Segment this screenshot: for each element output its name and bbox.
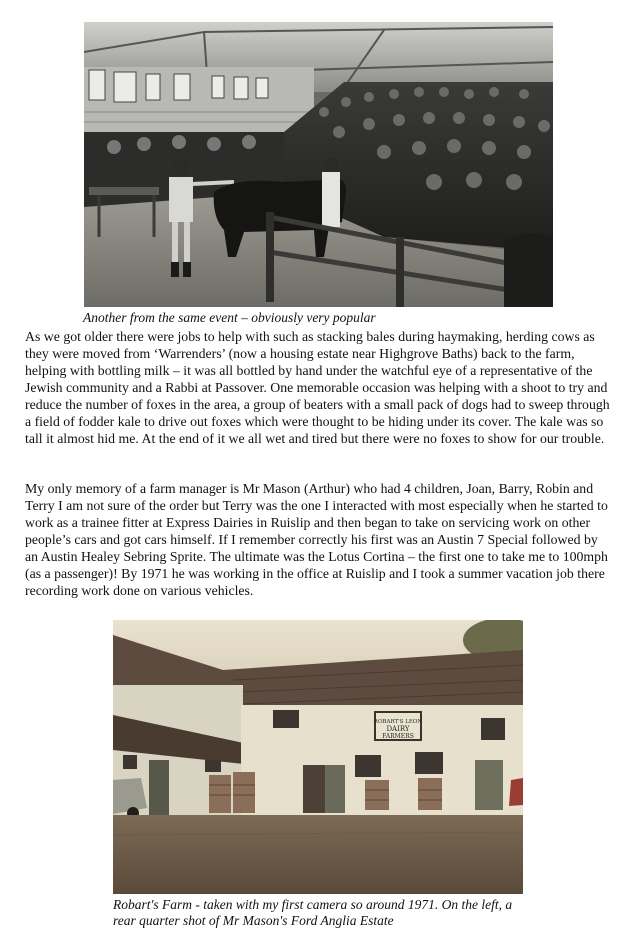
svg-text:ROBART'S LEON: ROBART'S LEON bbox=[373, 719, 423, 725]
farm-buildings-photo bbox=[113, 620, 523, 894]
cattle-auction-photo bbox=[84, 22, 553, 307]
photo-cattle-auction-icon bbox=[84, 22, 553, 307]
body-paragraph: As we got older there were jobs to help with such as stacking bales during haymaking, herding cows as they were moved from ‘Warrenders’ (now a housing estate near Highgrove Baths) back to the farm, helping with bottling milk – it was all bottled by hand under the watchful eye of a representative of the Jewish community and a Rabbi at Passover. One memorable occasion was helping with a shoot to try and reduce the number of foxes in the area, a group of beaters with a small pack of dogs had to sweep through a field of fodder kale to drive out foxes which were thought to be hiding under its cover. The kale was so tall it almost hid me. At the end of it we all wet and tired but there were no foxes to show for our trouble. bbox=[25, 329, 610, 446]
body-paragraph: My only memory of a farm manager is Mr Mason (Arthur) who had 4 children, Joan, Barry, Robin and Terry I am not sure of the order but Terry was the one I interacted with most especially when he started to work as a trainee fitter at Express Dairies in Ruislip and then began to take on servicing work on other people’s cars and got cars himself. If I remember correctly his first was an Austin 7 Special followed by an Austin Healey Sebring Sprite. The ultimate was the Lotus Cortina – the first one to take me to 100mph (as a passenger)! By 1971 he was working in the office at Ruislip and I took a summer vacation job there recording work done on various vehicles. bbox=[25, 481, 608, 598]
photo-farm-buildings-icon bbox=[113, 620, 523, 894]
svg-text:DAIRY: DAIRY bbox=[386, 725, 410, 733]
photo-caption: Robart's Farm - taken with my first camera so around 1971. On the left, a rear quarter shot of Mr Mason's Ford Anglia Estate bbox=[113, 897, 513, 928]
svg-text:FARMERS: FARMERS bbox=[382, 733, 414, 740]
photo-caption: Another from the same event – obviously very popular bbox=[83, 310, 376, 325]
